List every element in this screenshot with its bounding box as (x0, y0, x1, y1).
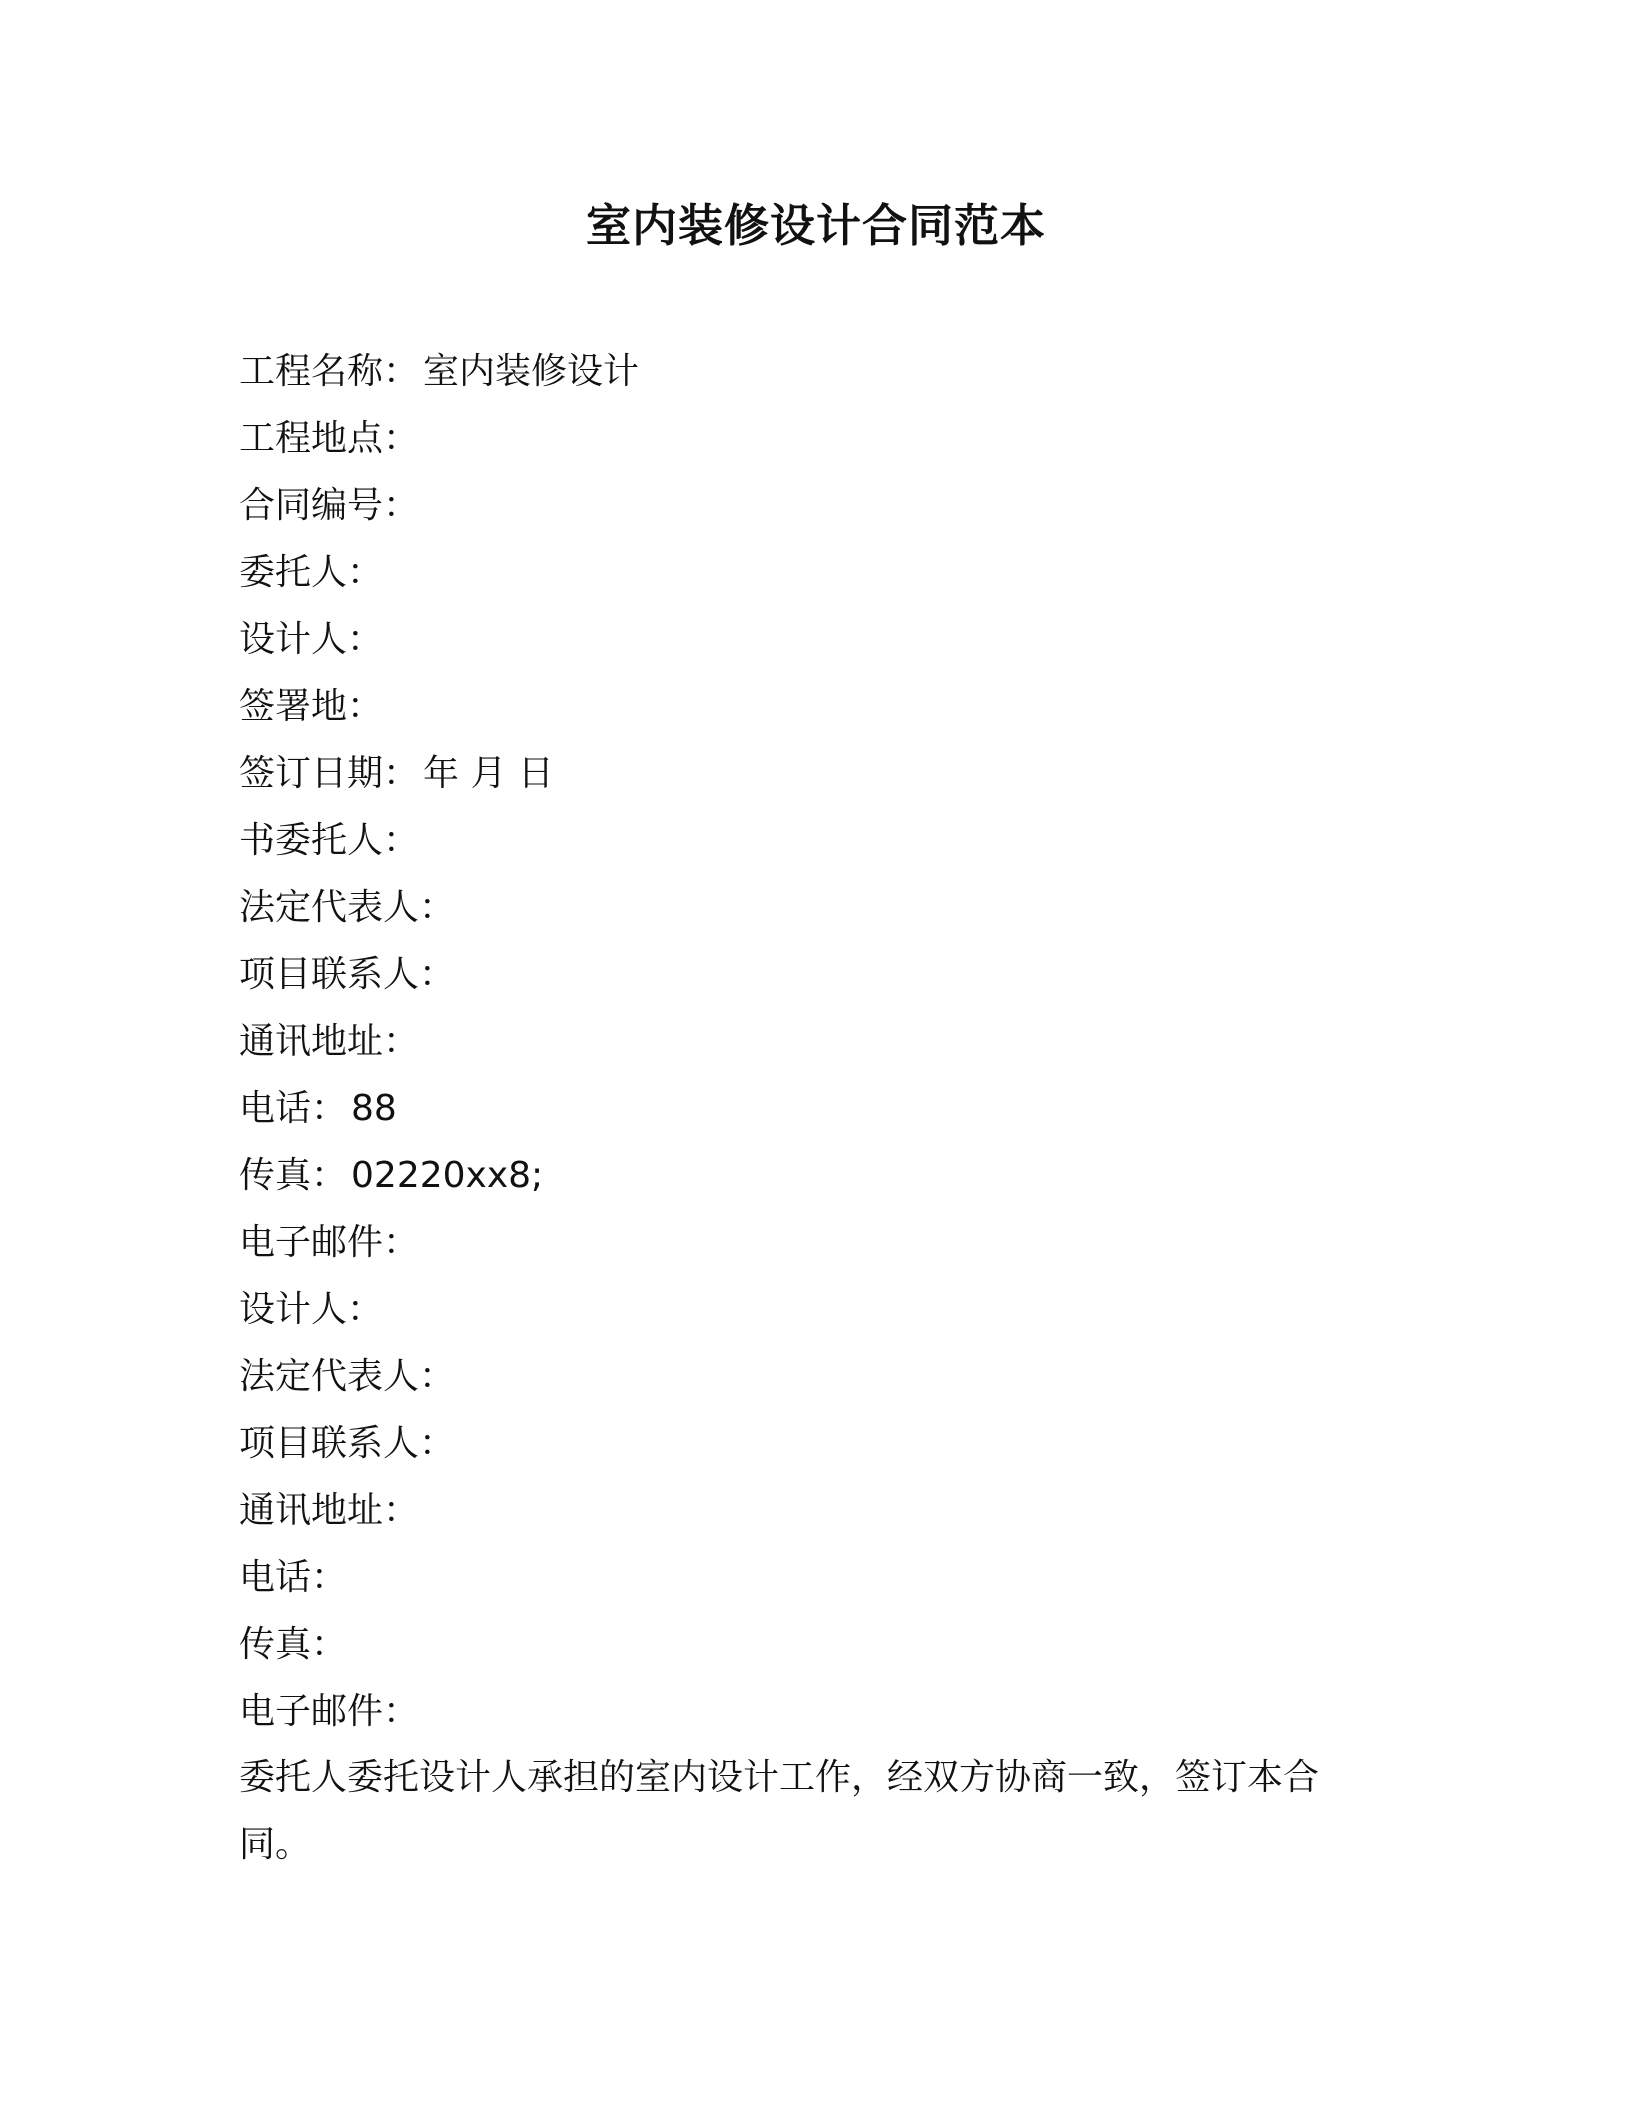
field-label: 工程名称： (239, 351, 420, 392)
contract-field-list (239, 338, 1399, 1745)
field-designer-legal-rep (239, 1343, 1399, 1410)
field-label: 电子邮件： (239, 1691, 420, 1732)
field-label: 法定代表人： (239, 1356, 456, 1397)
field-label: 书委托人： (239, 820, 420, 861)
field-label: 电子邮件： (239, 1222, 420, 1263)
field-project-location (239, 405, 1399, 472)
field-signing-date (239, 740, 1399, 807)
field-label: 电话： (239, 1557, 348, 1598)
field-label: 签订日期： (239, 753, 420, 794)
field-client-phone (239, 1075, 1399, 1142)
field-designer-fax (239, 1611, 1399, 1678)
field-label: 合同编号： (239, 485, 420, 526)
field-label: 工程地点： (239, 418, 420, 459)
field-client-email (239, 1209, 1399, 1276)
field-client-legal-rep (239, 874, 1399, 941)
field-label: 设计人： (239, 1289, 384, 1330)
field-label: 设计人： (239, 619, 384, 660)
field-client (239, 539, 1399, 606)
field-client-book (239, 807, 1399, 874)
field-label: 委托人： (239, 552, 384, 593)
field-label: 项目联系人： (239, 1423, 456, 1464)
field-client-contact (239, 941, 1399, 1008)
field-client-address (239, 1008, 1399, 1075)
field-client-fax (239, 1142, 1399, 1209)
field-label: 法定代表人： (239, 887, 456, 928)
field-signing-place (239, 673, 1399, 740)
document-title: 室内装修设计合同范本 (585, 199, 1046, 252)
field-designer-email (239, 1678, 1399, 1745)
field-label: 签署地： (239, 686, 384, 727)
field-label: 传真： (239, 1155, 348, 1196)
field-contract-number (239, 472, 1399, 539)
field-designer-address (239, 1477, 1399, 1544)
field-label: 通讯地址： (239, 1490, 420, 1531)
field-designer-party (239, 1276, 1399, 1343)
field-label: 通讯地址： (239, 1021, 420, 1062)
field-label: 电话： (239, 1088, 348, 1129)
field-label: 传真： (239, 1624, 348, 1665)
field-designer-phone (239, 1544, 1399, 1611)
field-project-name (239, 338, 1399, 405)
field-value: 室内装修设计 (423, 351, 640, 392)
field-value: 02220xx8; (351, 1155, 544, 1196)
field-value: 年 月 日 (423, 753, 554, 794)
contract-intro-paragraph: 委托人委托设计人承担的室内设计工作，经双方协商一致，签订本合同。 (239, 1757, 1320, 1865)
field-label: 项目联系人： (239, 954, 456, 995)
field-value: 88 (351, 1088, 397, 1129)
field-designer (239, 606, 1399, 673)
field-designer-contact (239, 1410, 1399, 1477)
